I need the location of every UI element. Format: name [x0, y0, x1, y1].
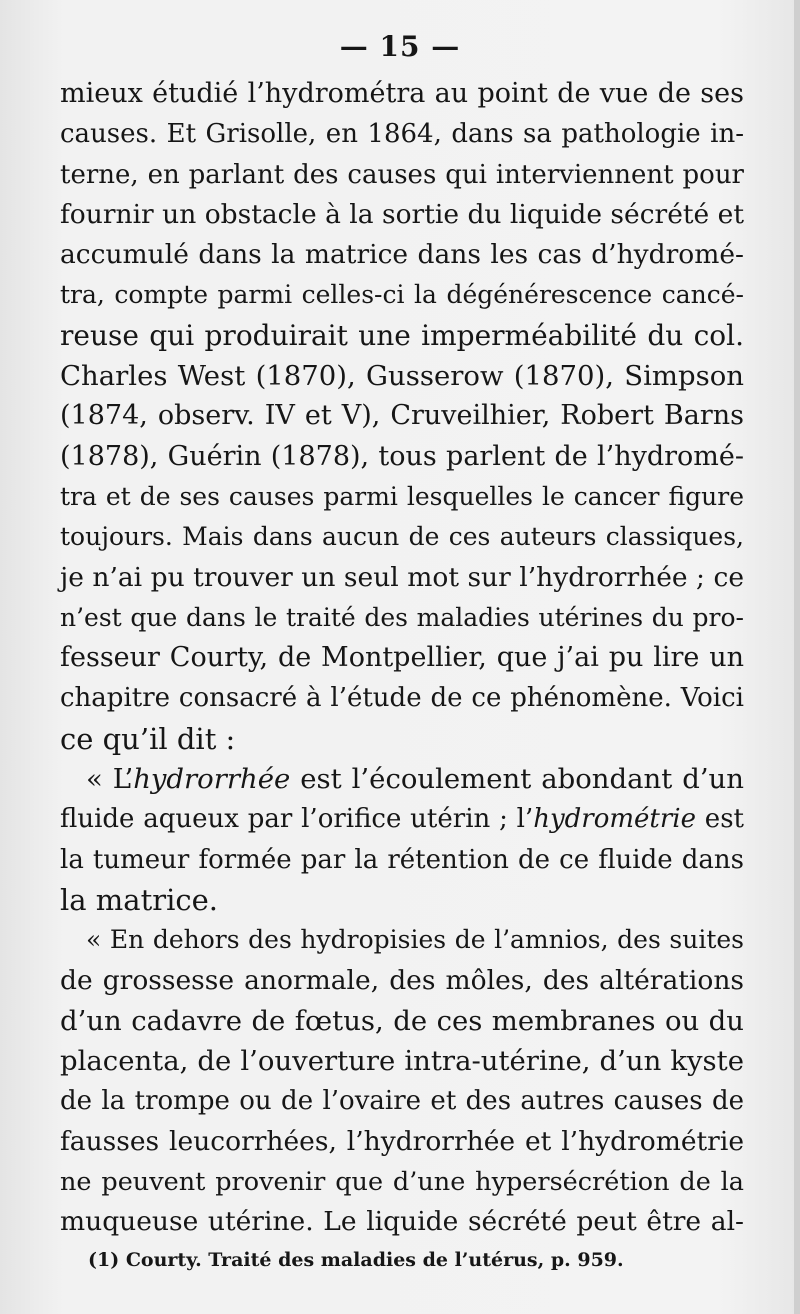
text-line: accumulé dans la matrice dans les cas d’hydromé- [60, 239, 744, 271]
page-number: — 15 — [339, 30, 461, 63]
italic-term: hydrorrhée [133, 763, 291, 796]
text-line-quote-start [60, 759, 744, 799]
text-line: fausses leucorrhées, l’hydrorrhée et l’hydrométrie [60, 1125, 744, 1157]
text-line: (1874, observ. IV et V), Cruveilhier, Robert Barns [60, 400, 744, 432]
text-line: la matrice. [60, 882, 218, 917]
text-line: la tumeur formée par la rétention de ce fluide dans [60, 844, 744, 875]
text-line: mieux étudié l’hydrométra au point de vue de ses [60, 78, 744, 109]
text-line: reuse qui produirait une imperméabilité du col. [60, 318, 744, 352]
text-line: fournir un obstacle à la sortie du liquide sécrété et [60, 198, 744, 230]
text-run: « L’ [86, 763, 134, 796]
text-line: causes. Et Grisolle, en 1864, dans sa pathologie in- [60, 119, 744, 150]
text-line: ce qu’il dit : [60, 721, 236, 756]
text-line-quote-start: « En dehors des hydropisies de l’amnios, des suites [86, 925, 744, 955]
text-line: de grossesse anormale, des môles, des altérations [60, 964, 744, 996]
footnote: (1) Courty. Traité des maladies de l’utérus, p. 959. [88, 1249, 624, 1271]
text-line: je n’ai pu trouver un seul mot sur l’hydrorrhée ; ce [60, 561, 744, 593]
text-line: tra, compte parmi celles-ci la dégénérescence cancé- [60, 280, 744, 310]
text-line: (1878), Guérin (1878), tous parlent de l’hydromé- [60, 440, 744, 472]
page-edge [794, 0, 800, 1314]
text-run: fluide aqueux par l’orifice utérin ; l’ [60, 804, 534, 835]
text-line: Charles West (1870), Gusserow (1870), Simpson [60, 360, 744, 393]
text-line: fesseur Courty, de Montpellier, que j’ai pu lire un [60, 642, 744, 674]
text-run: est [696, 804, 744, 835]
text-line: chapitre consacré à l’étude de ce phénomène. Voici [60, 683, 744, 714]
italic-term: hydrométrie [533, 804, 696, 835]
text-line: placenta, de l’ouverture intra-utérine, d’un kyste [60, 1045, 744, 1078]
text-line: tra et de ses causes parmi lesquelles le cancer figure [60, 481, 744, 511]
text-line: muqueuse utérine. Le liquide sécrété peut être al- [60, 1206, 744, 1238]
text-line: toujours. Mais dans aucun de ces auteurs classiques, [60, 522, 744, 552]
text-run: est l’écoulement abondant d’un [290, 763, 744, 796]
text-line: terne, en parlant des causes qui interviennent pour [60, 159, 744, 190]
text-line [60, 799, 744, 839]
text-line: n’est que dans le traité des maladies utérines du pro- [60, 602, 744, 632]
body-text [60, 74, 744, 1243]
text-line: de la trompe ou de l’ovaire et des autres causes de [60, 1086, 744, 1117]
text-line: ne peuvent provenir que d’une hypersécrétion de la [60, 1167, 744, 1198]
text-line: d’un cadavre de fœtus, de ces membranes ou du [60, 1004, 744, 1037]
